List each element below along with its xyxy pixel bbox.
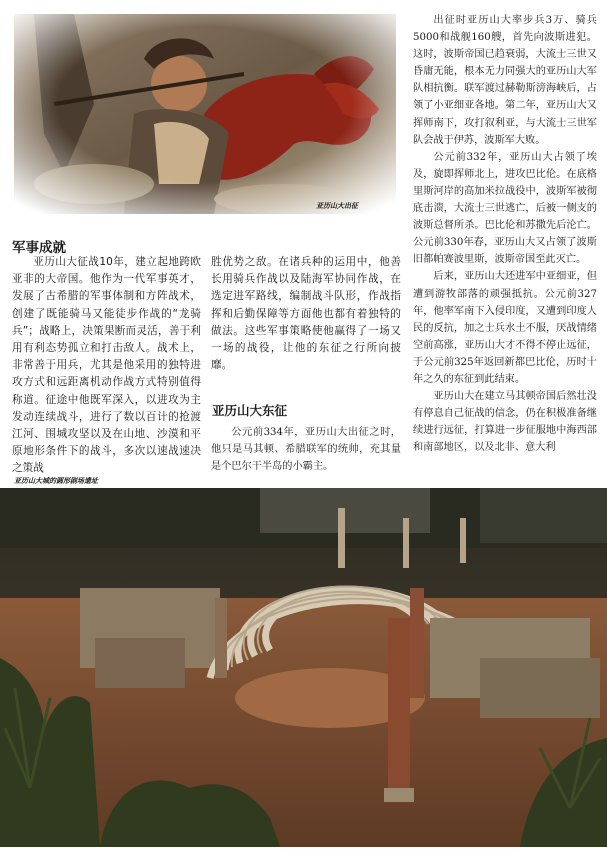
section-heading-military: 军事成就 bbox=[12, 240, 66, 256]
theater-caption: 亚历山大城的圆形剧场遗址 bbox=[14, 477, 98, 485]
mosaic-caption: 亚历山大出征 bbox=[316, 202, 358, 210]
east-intro-text: 公元前334年，亚历山大出征之时，他只是马其顿、希腊联军的统帅，充其量是个巴尔干半岛的小霸主。 bbox=[211, 427, 401, 472]
alexander-mosaic-image bbox=[14, 14, 396, 214]
paragraph: 后来，亚历山大还进军中亚细亚，但遭到游牧部落的顽强抵抗。公元前327年，他率军南下入侵印度，又遭到印度人民的反抗，加之士兵水土不服，厌战情绪空前高涨，亚历山大才不得不停止远征，于公元前325年返回新都巴比伦，历时十年之久的东征到此结束。 bbox=[413, 271, 597, 385]
paragraph: 公元前332年，亚历山大占领了埃及，旋即挥师北上，进攻巴比伦。在底格里斯河岸的高加米拉战役中，波斯军被彻底击溃，大流士三世逃亡，后被一侧支的波斯总督所杀。巴比伦和苏撒先后沦亡。公元前330年春，亚历山大又占领了波斯旧都帕赛波里斯，波斯帝国至此灭亡。 bbox=[413, 151, 597, 266]
section-heading-east: 亚历山大东征 bbox=[212, 403, 288, 418]
right-text-column bbox=[413, 12, 597, 488]
military-text-column-2: 胜优势之敌。在诸兵种的运用中，他善长用骑兵作战以及陆海军协同作战，在选定进军路线，编制战斗队形，作战指挥和后勤保障等方面他也都有着独特的做法。这些军事策略使他赢得了一场又一场的战役，让他的东征之行所向披靡。 bbox=[211, 256, 401, 372]
military-text-column-1: 亚历山大征战10年，建立起地跨欧亚非的大帝国。他作为一代军事英才，发展了古希腊的军事体制和方阵战术，创建了既能骑马又能徒步作战的“龙骑兵”；战略上，决策果断而灵活，善于利用有利态势孤立和打击敌人。战术上，非常善于用兵，尤其是他采用的独特进攻方式和远距离机动作战方式特别值得称道。征途中他既军深入，以进攻为主发动连续战斗，进行了数以百计的抢渡江河、围城攻坚以及在山地、沙漠和平原地形条件下的战斗，多次以速战速决之策战 bbox=[12, 256, 201, 475]
paragraph: 出征时亚历山大率步兵3万、骑兵5000和战舰160艘，首先向波斯进犯。这时，波斯帝国已趋衰弱，大流士三世又昏庸无能，根本无力同强大的亚历山大军队相抗衡。联军渡过赫勒斯滂海峡后，占领了小亚细亚各地。第二年，亚历山大又挥师南下，攻打叙利亚，与大流士三世军队会战于伊苏，波斯军大败。 bbox=[413, 15, 597, 146]
paragraph: 亚历山大在建立马其顿帝国后然壮没有停息自己征战的信念，仍在积极准备继续进行远征，打算进一步征服地中海西部和南部地区，以及北非、意大利 bbox=[413, 391, 597, 454]
roman-theater-photo bbox=[0, 488, 607, 847]
